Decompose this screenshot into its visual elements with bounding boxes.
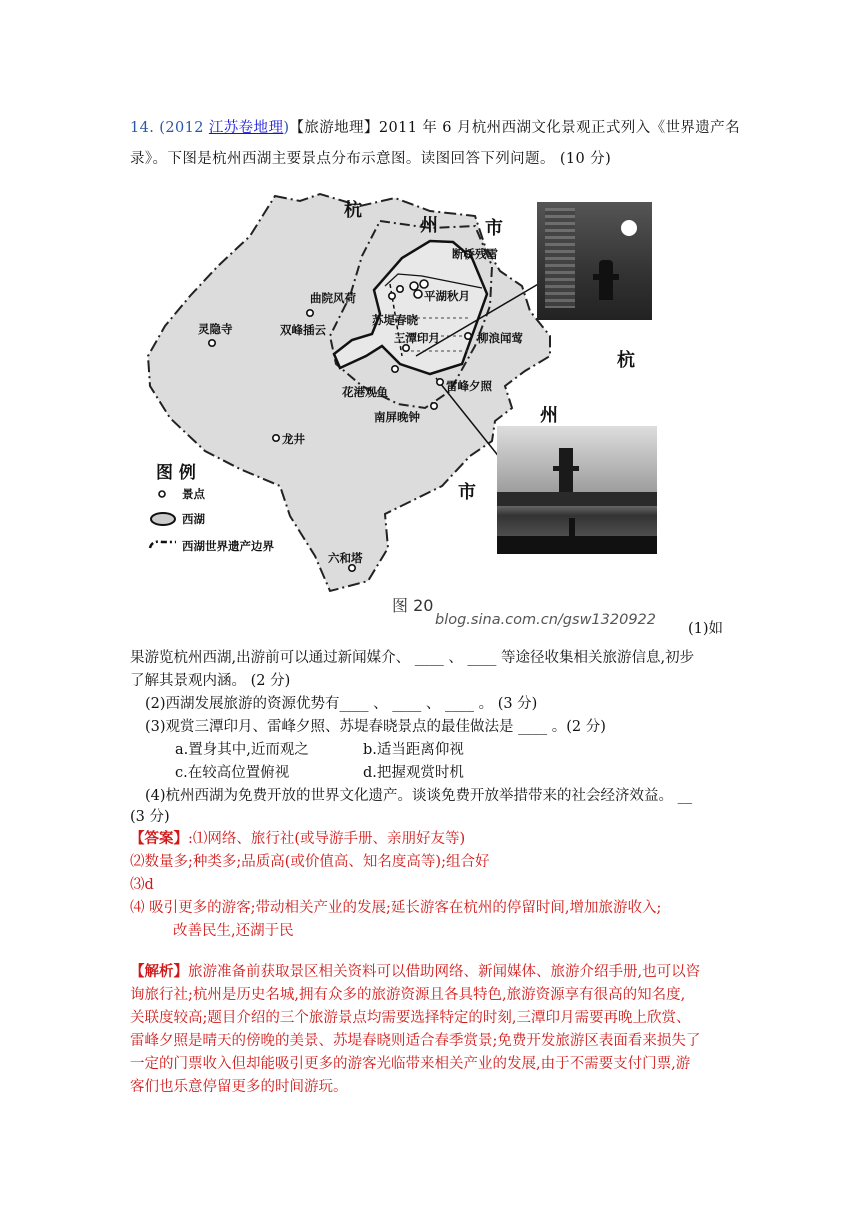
answer-line-2: ⑵数量多;种类多;品质高(或价值高、知名度高等);组合好 [130, 854, 490, 870]
city-char: 杭 [344, 200, 362, 221]
q1-lead: (1)如 [688, 621, 724, 637]
source-close: ) [283, 120, 290, 136]
stem-line-2: 录》。下图是杭州西湖主要景点分布示意图。读图回答下列问题。 (10 分) [130, 151, 612, 167]
q1-text-a: 果游览杭州西湖,出游前可以通过新闻媒介、 ____ 、 ____ 等途径收集相关旅游信息,初步 [130, 650, 695, 666]
spot-label: 南屏晚钟 [374, 410, 420, 424]
q3-option-d: d.把握观赏时机 [363, 765, 464, 781]
three-pools-photo [537, 202, 652, 320]
analysis-line-4: 雷峰夕照是晴天的傍晚的美景、苏堤春晓则适合春季赏景;免费开发旅游区表面看来损失了 [130, 1033, 701, 1049]
spot-label: 三潭印月 [394, 331, 440, 345]
q1-text-b: 了解其景观内涵。 (2 分) [130, 673, 291, 689]
legend-title: 图 例 [156, 463, 196, 483]
q3-text: (3)观赏三潭印月、雷峰夕照、苏堤春晓景点的最佳做法是 ____ 。(2 分) [145, 719, 606, 735]
analysis-line-5: 一定的门票收入但却能吸引更多的游客光临带来相关产业的发展,由于不需要支付门票,游 [130, 1056, 691, 1072]
analysis-line-6: 客们也乐意停留更多的时间游玩。 [130, 1079, 348, 1095]
legend-lake-symbol [151, 513, 175, 525]
spot-label: 雷峰夕照 [446, 379, 492, 393]
spot-label: 断桥残雪 [452, 247, 498, 261]
q3-option-a: a.置身其中,近而观之 [175, 742, 309, 758]
figure-caption: 图 20 [392, 596, 434, 615]
question-number: 14. [130, 120, 155, 136]
analysis-line-3: 关联度较高;题目介绍的三个旅游景点均需要选择特定的时刻,三潭印月需要再晚上欣赏、 [130, 1010, 691, 1026]
west-lake-map-figure [130, 186, 660, 615]
topic-tag: 【旅游地理】 [289, 120, 379, 136]
city-char: 市 [485, 218, 503, 239]
analysis-text-1: 旅游准备前获取景区相关资料可以借助网络、新闻媒体、旅游介绍手册,也可以咨 [188, 964, 701, 980]
source-open: (2012 [159, 120, 209, 136]
q4-text: (4)杭州西湖为免费开放的世界文化遗产。谈谈免费开放举措带来的社会经济效益。 __ [145, 788, 693, 804]
spot-label: 龙井 [282, 432, 305, 446]
analysis-line-2: 询旅行社;杭州是历史名城,拥有众多的旅游资源且各具特色,旅游资源享有很高的知名度, [130, 987, 686, 1003]
spot-label: 苏堤春晓 [372, 313, 418, 327]
spot-label: 花港观鱼 [342, 385, 388, 399]
question-header [130, 118, 740, 138]
source-link[interactable]: 江苏卷地理 [208, 120, 284, 136]
spot-label: 灵隐寺 [198, 322, 233, 336]
answer-line-1 [130, 829, 465, 849]
spot-label: 平湖秋月 [424, 289, 470, 303]
spot-label: 曲院风荷 [310, 291, 356, 305]
legend-item: 西湖 [182, 512, 205, 526]
answer-label: 【答案】 [130, 830, 188, 847]
answer-text-1: :⑴网络、旅行社(或导游手册、亲朋好友等) [188, 831, 466, 847]
legend-boundary-symbol [150, 542, 176, 548]
q2-text: (2)西湖发展旅游的资源优势有____ 、 ____ 、 ____ 。 (3 分) [145, 696, 538, 712]
city-char: 市 [458, 482, 476, 503]
spot-label: 六和塔 [328, 551, 363, 565]
spot-label: 双峰插云 [280, 323, 326, 337]
analysis-line-1 [130, 962, 700, 982]
answer-line-3: ⑶d [130, 877, 154, 893]
q4-score: (3 分) [130, 809, 170, 825]
city-char: 杭 [617, 350, 635, 371]
answer-line-4: ⑷ 吸引更多的游客;带动相关产业的发展;延长游客在杭州的停留时间,增加旅游收入; [130, 900, 662, 916]
legend-item: 西湖世界遗产边界 [182, 539, 274, 553]
answer-line-5: 改善民生,还湖于民 [173, 923, 294, 939]
spot-label: 柳浪闻莺 [477, 331, 523, 345]
leifeng-sunset-photo [497, 426, 657, 554]
legend-spot-symbol [159, 491, 165, 497]
q3-option-c: c.在较高位置俯视 [175, 765, 290, 781]
q3-option-b: b.适当距离仰视 [363, 742, 464, 758]
watermark: blog.sina.com.cn/gsw1320922 [435, 612, 657, 628]
city-char: 州 [420, 215, 438, 236]
analysis-label: 【解析】 [130, 963, 188, 980]
stem-line-1: 2011 年 6 月杭州西湖文化景观正式列入《世界遗产名 [378, 120, 740, 136]
city-char: 州 [540, 405, 558, 426]
legend-item: 景点 [182, 487, 205, 501]
